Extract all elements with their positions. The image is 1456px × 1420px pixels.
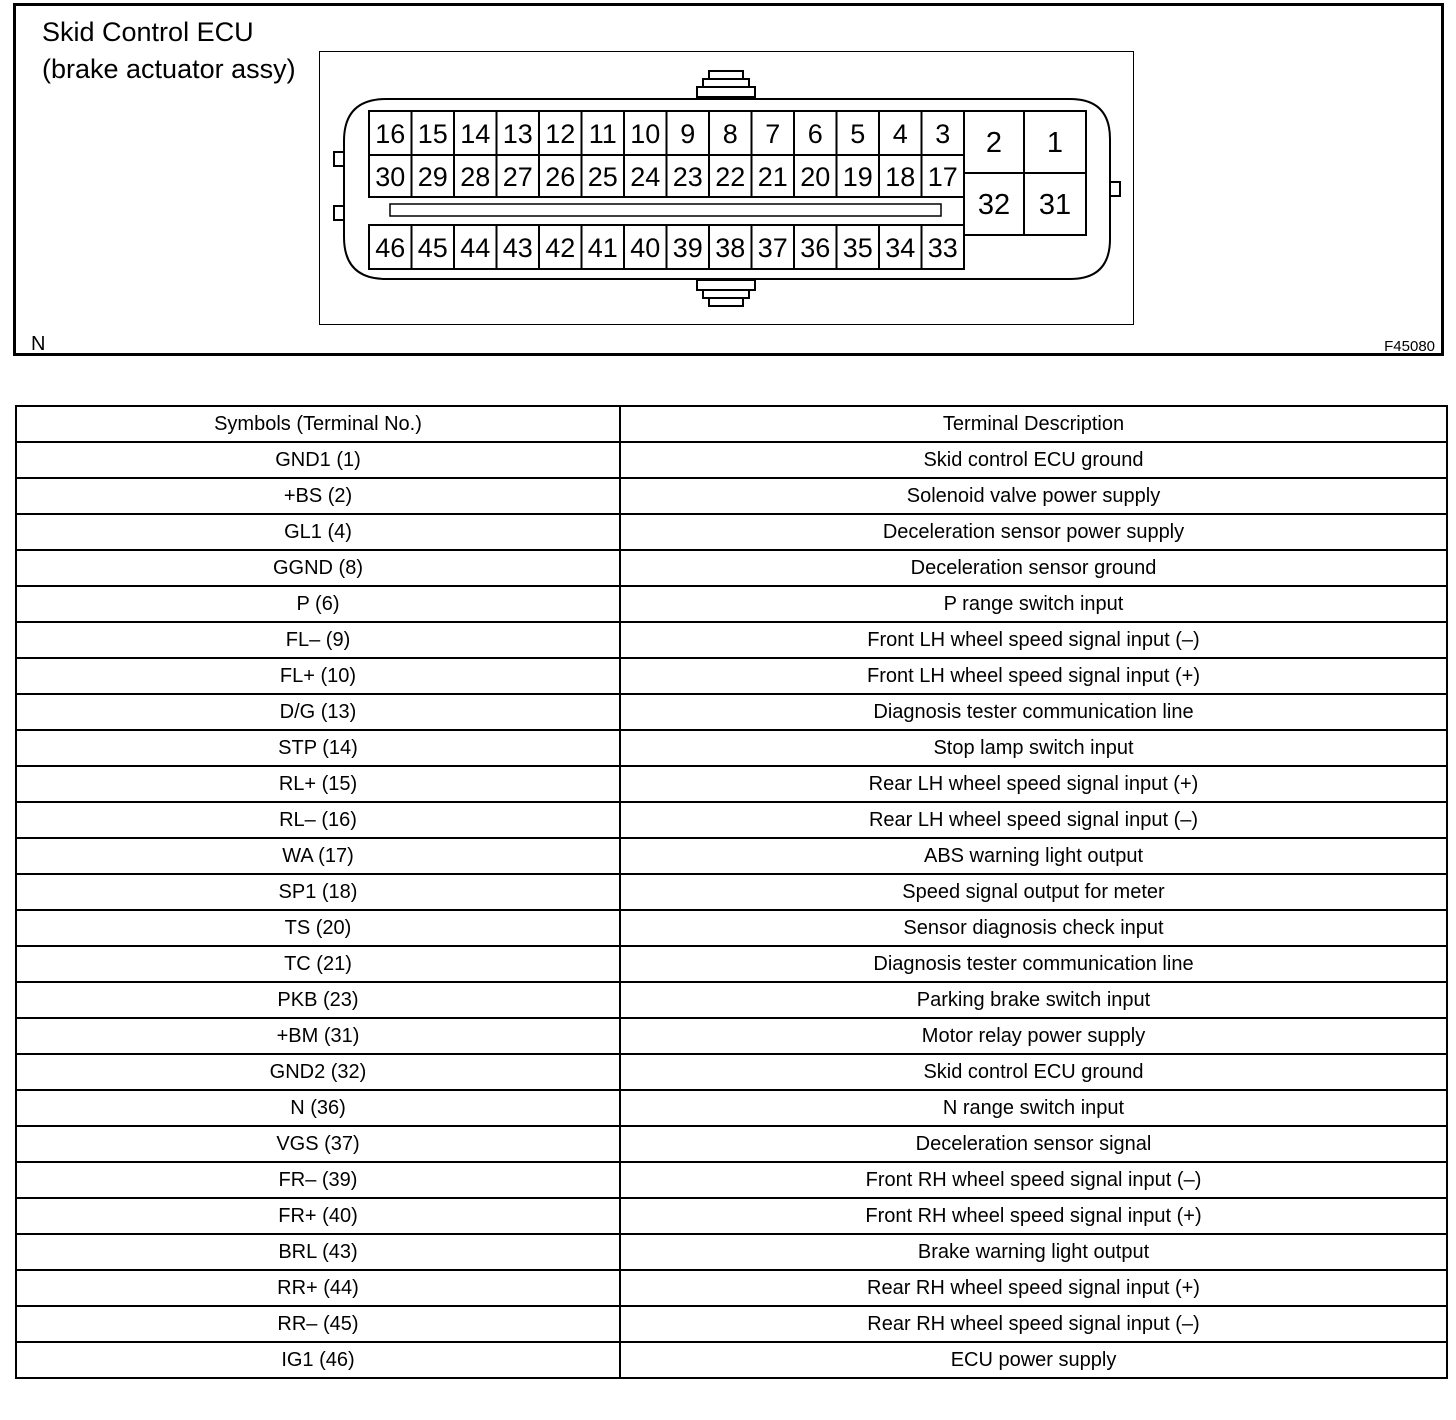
diagram-panel [13,3,1444,356]
terminal-description-cell: Rear RH wheel speed signal input (–) [620,1306,1447,1342]
table-row [16,550,1447,586]
pin-label: 30 [375,162,406,192]
pin-label: 12 [545,119,576,149]
pin-cell [922,111,965,155]
pin-cell [667,111,710,155]
table-row [16,1090,1447,1126]
terminal-symbol-cell: P (6) [16,586,620,622]
pin-cell [752,155,795,197]
pin-label: 19 [842,162,873,192]
pin-cell [879,155,922,197]
terminal-symbol-cell: PKB (23) [16,982,620,1018]
terminal-description-cell: Deceleration sensor ground [620,550,1447,586]
figure-code: F45080 [1384,338,1435,355]
table-row [16,1162,1447,1198]
bottom-lock-tab [697,280,755,306]
table-row [16,910,1447,946]
terminal-description-cell: Skid control ECU ground [620,1054,1447,1090]
terminal-description-cell: Front RH wheel speed signal input (+) [620,1198,1447,1234]
terminal-description-cell: Sensor diagnosis check input [620,910,1447,946]
pin-label: 39 [672,233,703,263]
diagram-title: Skid Control ECU [42,17,254,47]
pin-label: 43 [502,233,533,263]
terminal-symbol-cell: BRL (43) [16,1234,620,1270]
table-row [16,1270,1447,1306]
pin-label: 46 [375,233,406,263]
table-row [16,1234,1447,1270]
table-row [16,586,1447,622]
pin-cell [539,111,582,155]
terminal-description-cell: Brake warning light output [620,1234,1447,1270]
pin-label: 15 [417,119,448,149]
terminal-symbol-cell: SP1 (18) [16,874,620,910]
pin-cell [539,155,582,197]
terminal-symbol-cell: GGND (8) [16,550,620,586]
pin-label: 42 [545,233,576,263]
pin-label: 8 [722,119,738,149]
table-row [16,838,1447,874]
pin-cell [667,155,710,197]
top-lock-tab [697,71,755,97]
table-row [16,1018,1447,1054]
terminal-symbol-cell: RR– (45) [16,1306,620,1342]
terminal-description-cell: Speed signal output for meter [620,874,1447,910]
terminal-symbol-cell: RL+ (15) [16,766,620,802]
terminal-description-cell: ECU power supply [620,1342,1447,1378]
terminal-symbol-cell: TC (21) [16,946,620,982]
pin-cell [412,225,455,269]
pin-cell-large [964,173,1024,235]
pin-label: 28 [460,162,491,192]
terminal-symbol-cell: +BS (2) [16,478,620,514]
terminal-symbol-cell: +BM (31) [16,1018,620,1054]
left-nub-lower [334,206,344,220]
terminal-description-cell: Deceleration sensor power supply [620,514,1447,550]
table-row [16,1126,1447,1162]
terminal-description-cell: Front LH wheel speed signal input (–) [620,622,1447,658]
terminal-symbol-cell: N (36) [16,1090,620,1126]
pin-label: 1 [1046,127,1064,159]
pin-label: 45 [417,233,448,263]
pin-cell [624,225,667,269]
pin-label: 23 [672,162,703,192]
connector-slot [390,204,941,216]
corner-label: N [31,333,46,355]
pin-cell [582,155,625,197]
pin-label: 41 [587,233,618,263]
table-row [16,514,1447,550]
pin-cell-large [1024,111,1086,173]
pin-label: 10 [630,119,661,149]
pin-label: 22 [715,162,746,192]
connector-face-svg [320,52,1135,326]
pin-label: 31 [1038,189,1072,221]
pin-cell [624,155,667,197]
pin-label: 24 [630,162,661,192]
pin-cell [837,155,880,197]
right-nub [1110,182,1120,196]
pin-label: 34 [885,233,916,263]
table-row [16,1198,1447,1234]
table-row [16,478,1447,514]
pin-label: 36 [800,233,831,263]
pin-cell [369,111,412,155]
pin-label: 18 [885,162,916,192]
terminal-symbol-cell: FR+ (40) [16,1198,620,1234]
terminal-symbol-cell: TS (20) [16,910,620,946]
table-row [16,658,1447,694]
pin-cell [879,225,922,269]
terminal-symbol-cell: GND1 (1) [16,442,620,478]
pin-label: 38 [715,233,746,263]
pin-cell [794,225,837,269]
pin-cell [794,155,837,197]
pin-cell [922,225,965,269]
pin-label: 21 [757,162,788,192]
pin-label: 14 [460,119,491,149]
pin-cell [454,225,497,269]
terminal-symbol-cell: RL– (16) [16,802,620,838]
terminal-symbol-cell: FL– (9) [16,622,620,658]
pin-cell [837,225,880,269]
pin-label: 2 [985,127,1003,159]
pin-cell [454,155,497,197]
diagram-subtitle: (brake actuator assy) [42,54,296,84]
table-row [16,982,1447,1018]
pin-label: 16 [375,119,406,149]
pin-cell [412,111,455,155]
table-row [16,694,1447,730]
terminal-description-cell: Parking brake switch input [620,982,1447,1018]
terminal-description-cell: Front LH wheel speed signal input (+) [620,658,1447,694]
pin-label: 11 [588,119,617,149]
pin-label: 25 [587,162,618,192]
table-row [16,622,1447,658]
pin-cell [369,155,412,197]
pin-label: 40 [630,233,661,263]
pin-label: 17 [927,162,958,192]
table-row [16,766,1447,802]
pin-label: 6 [807,119,823,149]
table-row [16,442,1447,478]
pin-cell [624,111,667,155]
header-description: Terminal Description [620,406,1447,442]
pin-label: 7 [765,119,781,149]
terminal-table [15,405,1448,1379]
table-body [16,442,1447,1378]
pin-cell [879,111,922,155]
pin-label: 27 [502,162,533,192]
pin-cell [582,111,625,155]
table-row [16,730,1447,766]
pin-label: 37 [757,233,788,263]
terminal-description-cell: Rear LH wheel speed signal input (–) [620,802,1447,838]
pin-cell [667,225,710,269]
pin-label: 4 [892,119,908,149]
pin-cell [837,111,880,155]
pin-cell-large [964,111,1024,173]
table-row [16,874,1447,910]
pin-cell [709,225,752,269]
terminal-symbol-cell: GND2 (32) [16,1054,620,1090]
pin-cell [752,111,795,155]
terminal-description-cell: Stop lamp switch input [620,730,1447,766]
pin-label: 29 [417,162,448,192]
table-row [16,1306,1447,1342]
table-row [16,802,1447,838]
pin-label: 33 [927,233,958,263]
pin-cell [454,111,497,155]
pin-cell [752,225,795,269]
pin-label: 32 [977,189,1011,221]
pin-cell [497,111,540,155]
terminal-symbol-cell: GL1 (4) [16,514,620,550]
terminal-description-cell: Diagnosis tester communication line [620,946,1447,982]
pin-cell [582,225,625,269]
left-nub-upper [334,152,344,166]
terminal-symbol-cell: WA (17) [16,838,620,874]
terminal-symbol-cell: D/G (13) [16,694,620,730]
pin-cell [412,155,455,197]
terminal-description-cell: Solenoid valve power supply [620,478,1447,514]
pin-label: 35 [842,233,873,263]
terminal-symbol-cell: IG1 (46) [16,1342,620,1378]
terminal-description-cell: P range switch input [620,586,1447,622]
terminal-description-cell: Front RH wheel speed signal input (–) [620,1162,1447,1198]
pin-cell [922,155,965,197]
pin-cell-large [1024,173,1086,235]
pin-cell [709,155,752,197]
pin-label: 13 [502,119,533,149]
terminal-description-cell: Rear LH wheel speed signal input (+) [620,766,1447,802]
header-symbols: Symbols (Terminal No.) [16,406,620,442]
terminal-description-cell: Rear RH wheel speed signal input (+) [620,1270,1447,1306]
pin-label: 44 [460,233,491,263]
terminal-description-cell: N range switch input [620,1090,1447,1126]
table-row [16,1342,1447,1378]
pin-cell [497,225,540,269]
terminal-symbol-cell: VGS (37) [16,1126,620,1162]
pin-label: 3 [935,119,951,149]
pin-label: 26 [545,162,576,192]
terminal-description-cell: Diagnosis tester communication line [620,694,1447,730]
terminal-description-cell: ABS warning light output [620,838,1447,874]
pin-cell [709,111,752,155]
table-row [16,946,1447,982]
terminal-description-cell: Deceleration sensor signal [620,1126,1447,1162]
pin-label: 20 [800,162,831,192]
pin-cell [497,155,540,197]
pin-cell [369,225,412,269]
pin-cell [794,111,837,155]
terminal-description-cell: Motor relay power supply [620,1018,1447,1054]
connector-figure [319,51,1134,325]
pin-label: 5 [850,119,866,149]
pin-cell [539,225,582,269]
pin-label: 9 [680,119,696,149]
terminal-symbol-cell: FR– (39) [16,1162,620,1198]
table-row [16,1054,1447,1090]
terminal-symbol-cell: FL+ (10) [16,658,620,694]
terminal-symbol-cell: RR+ (44) [16,1270,620,1306]
table-header-row [16,406,1447,442]
terminal-symbol-cell: STP (14) [16,730,620,766]
terminal-description-cell: Skid control ECU ground [620,442,1447,478]
